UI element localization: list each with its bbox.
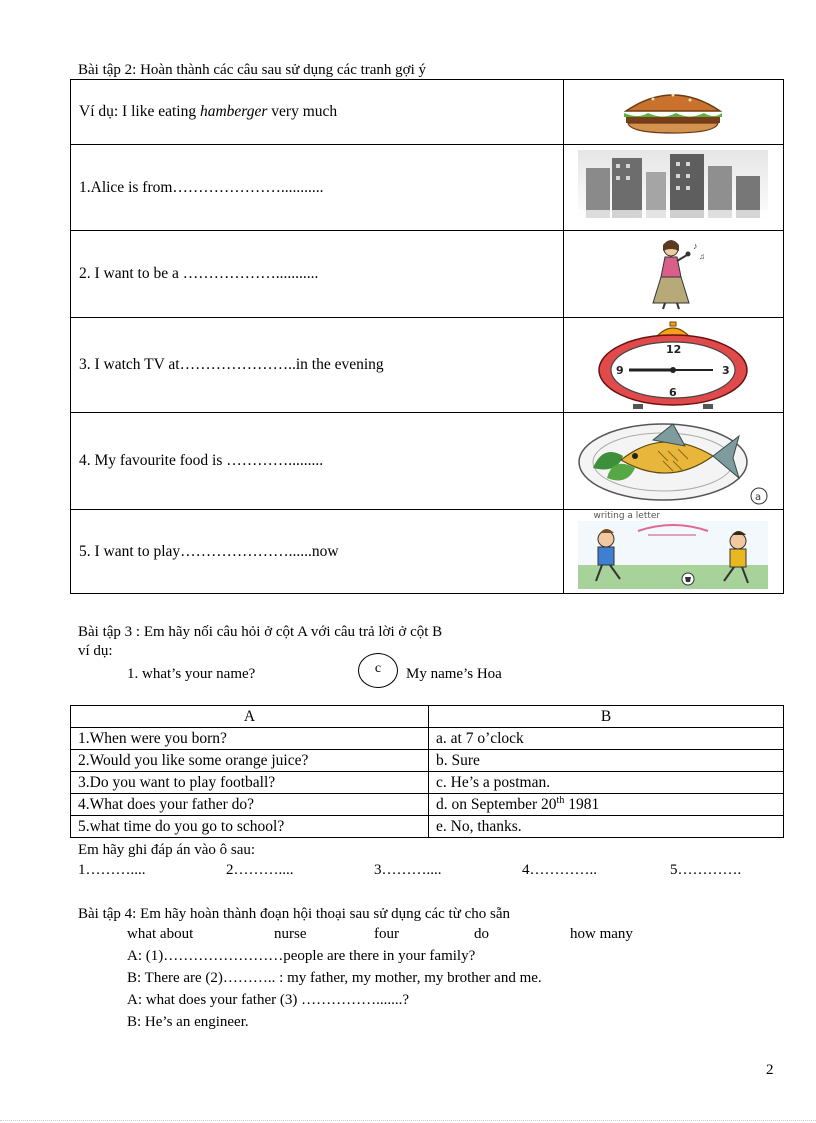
ex2-row-1-text: 1.Alice is from…………………........... [79,178,324,196]
ex3-heading: Bài tập 3 : Em hãy nối câu hỏi ở cột A với câu trả lời ở cột B [78,624,443,640]
answer-blank-5: 5…………. [670,862,742,878]
answer-prompt: Em hãy ghi đáp án vào ô sau: [78,842,256,858]
ex4-heading: Bài tập 4: Em hãy hoàn thành đoạn hội thoại sau sử dụng các từ cho sẵn [78,906,510,922]
ordinal-suffix: th [556,794,565,806]
example-answer-circle [358,653,398,688]
exercise-2-table [70,79,784,594]
question-cell: 2.Would you like some orange juice? [71,750,429,772]
ex2-row-2-text: 2. I want to be a ………………........... [79,265,319,282]
singer-picture-cell [563,231,783,318]
alarm-clock-icon [593,320,753,410]
answer-cell: b. Sure [429,750,784,772]
ex2-row-4-text: 4. My favourite food is …………......... [79,452,324,469]
example-answer-letter: c [374,661,382,676]
dialogue-line: B: There are (2)……….. : my father, my mother, my brother and me. [127,970,542,986]
svg-text:♪: ♪ [693,241,698,251]
answer-blank-2: 2……….... [226,862,294,878]
table-row [71,728,784,750]
ex2-row-3-text: 3. I watch TV at…………………..in the evening [79,356,384,373]
city-picture-cell [563,145,783,231]
svg-text:9: 9 [616,364,624,377]
svg-text:♫: ♫ [699,252,706,261]
svg-text:a: a [755,492,762,503]
football-picture-caption: writing a letter [593,510,661,521]
matching-table [70,705,784,838]
ex3-example-answer: My name’s Hoa [406,666,502,682]
table-row [71,816,784,838]
ex2-row-1 [71,145,564,231]
ex2-heading: Bài tập 2: Hoàn thành các câu sau sử dụng các tranh gợi ý [78,62,427,78]
answer-cell: e. No, thanks. [429,816,784,838]
hamburger-icon [618,87,728,137]
column-a-header: A [71,706,429,728]
question-cell: 5.what time do you go to school? [71,816,429,838]
svg-text:6: 6 [669,386,677,399]
answer-year: 1981 [564,795,600,813]
ex2-row-2 [71,231,564,318]
table-row [71,794,784,816]
answer-cell: a. at 7 o’clock [429,728,784,750]
dialogue-line: A: what does your father (3) …………….......? [127,992,410,1008]
column-b-header: B [429,706,784,728]
ex2-row-3 [71,318,564,413]
table-row [71,750,784,772]
ex2-row-5-text: 5. I want to play…………………......now [79,542,339,560]
question-cell: 3.Do you want to play football? [71,772,429,794]
children-football-icon [578,521,768,589]
word-bank-item: how many [570,926,633,942]
answer-blank-1: 1……….... [78,862,146,878]
page-bottom-divider [0,1120,816,1121]
city-buildings-icon [578,150,768,226]
clock-picture-cell [563,318,783,413]
table-row [71,772,784,794]
answer-blank-4: 4………….. [522,862,597,878]
singer-icon [633,237,713,311]
answer-cell: c. He’s a postman. [429,772,784,794]
answer-text: d. on September 20 [436,795,557,813]
example-word: hamberger [199,103,268,120]
question-cell: 4.What does your father do? [71,794,429,816]
ex2-row-4 [71,413,564,510]
answer-cell [429,794,784,816]
word-bank-item: four [374,926,399,942]
hamburger-picture-cell [563,80,783,145]
svg-text:3: 3 [722,364,730,377]
example-prefix: Ví dụ: I like eating [79,103,200,120]
ex2-row-5 [71,510,564,594]
dialogue-line: B: He’s an engineer. [127,1014,249,1030]
fish-picture-cell [563,413,783,510]
word-bank-item: what about [127,926,194,942]
question-cell: 1.When were you born? [71,728,429,750]
football-picture-cell [563,510,783,594]
word-bank [0,926,816,946]
word-bank-item: nurse [274,926,307,942]
page-number: 2 [766,1062,774,1078]
example-suffix: very much [267,103,338,120]
example-sentence [71,80,564,145]
word-bank-item: do [474,926,489,942]
ex3-example-label: ví dụ: [78,643,113,659]
dialogue-line: A: (1)……………………people are there in your family? [127,948,476,964]
ex3-example-question: 1. what’s your name? [127,666,256,682]
answer-blank-3: 3……….... [374,862,442,878]
svg-text:12: 12 [666,343,682,356]
fish-plate-icon [573,416,773,506]
